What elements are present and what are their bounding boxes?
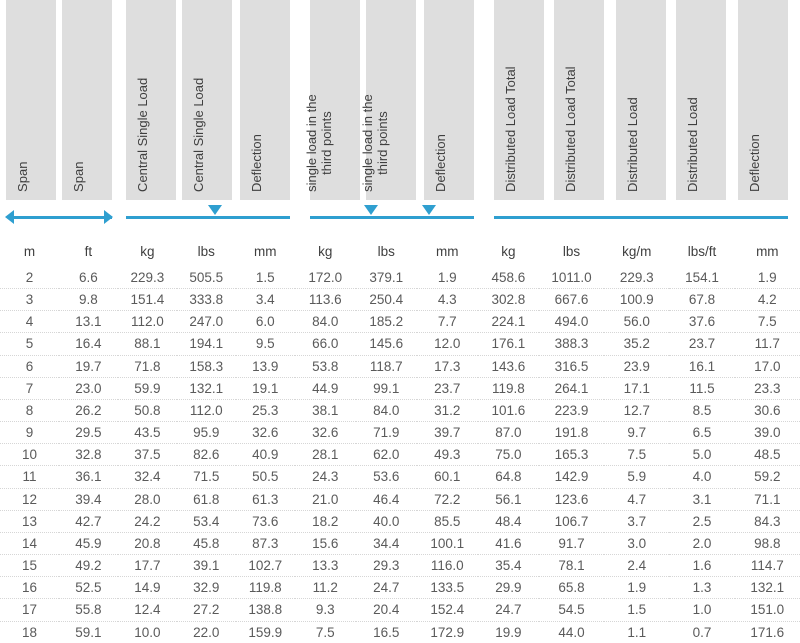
central-load-group-rule bbox=[126, 216, 290, 219]
table-cell: 59.2 bbox=[735, 466, 800, 488]
table-cell: 50.8 bbox=[118, 399, 177, 421]
central-load-down-arrow-icon bbox=[208, 205, 222, 215]
table-cell: 49.3 bbox=[417, 444, 478, 466]
table-header-band bbox=[0, 0, 800, 205]
table-cell: 106.7 bbox=[539, 510, 604, 532]
table-cell: 2.4 bbox=[604, 555, 669, 577]
table-cell: 53.4 bbox=[177, 510, 236, 532]
table-cell: 14 bbox=[0, 532, 59, 554]
table-cell: 11 bbox=[0, 466, 59, 488]
header-cell-distributed-load-total-lbs bbox=[554, 0, 604, 200]
table-cell: 32.6 bbox=[236, 422, 295, 444]
table-cell: 31.2 bbox=[417, 399, 478, 421]
table-cell: 50.5 bbox=[236, 466, 295, 488]
table-cell: 43.5 bbox=[118, 422, 177, 444]
table-cell: 29.3 bbox=[356, 555, 417, 577]
table-cell: 171.6 bbox=[750, 624, 785, 640]
table-cell: 8 bbox=[0, 399, 59, 421]
unit-header: kg bbox=[318, 244, 333, 259]
header-cell-central-single-load-kg bbox=[126, 0, 176, 200]
table-cell: 4 bbox=[0, 311, 59, 333]
unit-header: lbs bbox=[197, 244, 215, 259]
table-cell: 23.3 bbox=[735, 377, 800, 399]
table-cell: 667.6 bbox=[539, 289, 604, 311]
table-cell: 24.7 bbox=[356, 577, 417, 599]
table-cell: 39.0 bbox=[735, 422, 800, 444]
header-label: single load in the third points bbox=[304, 94, 335, 192]
table-cell: 71.5 bbox=[177, 466, 236, 488]
table-cell: 9.7 bbox=[604, 422, 669, 444]
header-cell-deflection-central bbox=[240, 0, 290, 200]
table-cell: 48.5 bbox=[735, 444, 800, 466]
table-cell: 388.3 bbox=[539, 333, 604, 355]
header-cell-third-points-kg bbox=[304, 0, 360, 200]
table-cell: 24.3 bbox=[295, 466, 356, 488]
table-row bbox=[0, 488, 800, 510]
table-cell: 27.2 bbox=[177, 599, 236, 621]
table-cell: 302.8 bbox=[478, 289, 539, 311]
table-cell: 36.1 bbox=[59, 466, 118, 488]
table-row bbox=[0, 466, 800, 488]
table-row bbox=[0, 267, 800, 289]
table-cell: 29.5 bbox=[59, 422, 118, 444]
header-cell-third-points-lbs bbox=[360, 0, 416, 200]
table-cell: 65.8 bbox=[539, 577, 604, 599]
table-row bbox=[0, 422, 800, 444]
table-cell: 165.3 bbox=[539, 444, 604, 466]
table-cell: 37.5 bbox=[118, 444, 177, 466]
distributed-load-group-rule bbox=[494, 216, 788, 219]
table-cell: 39.7 bbox=[417, 422, 478, 444]
table-cell: 15.6 bbox=[295, 532, 356, 554]
table-row bbox=[0, 510, 800, 532]
table-cell: 458.6 bbox=[478, 267, 539, 289]
table-cell: 56.1 bbox=[478, 488, 539, 510]
table-cell: 10.0 bbox=[134, 624, 161, 640]
table-cell: 3.7 bbox=[604, 510, 669, 532]
table-cell: 5.9 bbox=[604, 466, 669, 488]
header-label: Deflection bbox=[249, 134, 265, 192]
table-cell: 9.5 bbox=[236, 333, 295, 355]
table-cell: 1.9 bbox=[604, 577, 669, 599]
table-units-row bbox=[0, 242, 800, 267]
table-cell: 13 bbox=[0, 510, 59, 532]
table-row bbox=[0, 355, 800, 377]
table-cell: 1.5 bbox=[604, 599, 669, 621]
table-row bbox=[0, 599, 800, 621]
table-cell: 9.3 bbox=[295, 599, 356, 621]
header-label: Deflection bbox=[747, 134, 763, 192]
table-cell: 32.4 bbox=[118, 466, 177, 488]
table-cell: 21.0 bbox=[295, 488, 356, 510]
span-arrow-right-icon bbox=[104, 210, 113, 224]
table-cell: 12.7 bbox=[604, 399, 669, 421]
table-cell: 229.3 bbox=[604, 267, 669, 289]
table-cell: 71.8 bbox=[118, 355, 177, 377]
unit-header: mm bbox=[756, 244, 779, 259]
table-cell: 123.6 bbox=[539, 488, 604, 510]
table-cell: 71.1 bbox=[735, 488, 800, 510]
table-cell: 229.3 bbox=[118, 267, 177, 289]
table-cell: 316.5 bbox=[539, 355, 604, 377]
table-cell: 2.5 bbox=[669, 510, 734, 532]
table-cell: 12.0 bbox=[417, 333, 478, 355]
table-cell: 30.6 bbox=[735, 399, 800, 421]
table-cell: 16 bbox=[0, 577, 59, 599]
table-cell: 132.1 bbox=[735, 577, 800, 599]
unit-header: kg bbox=[501, 244, 516, 259]
table-cell: 32.8 bbox=[59, 444, 118, 466]
table-row bbox=[0, 333, 800, 355]
header-label: Distributed Load bbox=[625, 97, 641, 192]
table-cell: 100.9 bbox=[604, 289, 669, 311]
table-cell: 39.4 bbox=[59, 488, 118, 510]
table-cell: 119.8 bbox=[236, 577, 295, 599]
table-cell: 3.1 bbox=[669, 488, 734, 510]
table-cell: 9.8 bbox=[59, 289, 118, 311]
table-cell: 42.7 bbox=[59, 510, 118, 532]
table-cell: 172.9 bbox=[430, 624, 465, 640]
table-cell: 1.9 bbox=[735, 267, 800, 289]
table-cell: 17.1 bbox=[604, 377, 669, 399]
table-cell: 112.0 bbox=[177, 399, 236, 421]
table-row bbox=[0, 311, 800, 333]
table-cell: 98.8 bbox=[735, 532, 800, 554]
table-cell: 19.1 bbox=[236, 377, 295, 399]
table-row bbox=[0, 289, 800, 311]
header-cell-central-single-load-lbs bbox=[182, 0, 232, 200]
table-body bbox=[0, 267, 800, 643]
table-cell: 24.7 bbox=[478, 599, 539, 621]
table-cell: 9 bbox=[0, 422, 59, 444]
table-cell: 3.4 bbox=[236, 289, 295, 311]
table-cell: 3 bbox=[0, 289, 59, 311]
header-cell-deflection-third-points bbox=[424, 0, 474, 200]
table-cell: 91.7 bbox=[539, 532, 604, 554]
table-cell: 78.1 bbox=[539, 555, 604, 577]
table-cell: 23.0 bbox=[59, 377, 118, 399]
table-cell: 7 bbox=[0, 377, 59, 399]
table-cell: 64.8 bbox=[478, 466, 539, 488]
table-cell: 34.4 bbox=[356, 532, 417, 554]
table-cell: 11.5 bbox=[669, 377, 734, 399]
table-cell: 1.1 bbox=[627, 624, 647, 640]
third-points-down-arrow-icon-2 bbox=[422, 205, 436, 215]
header-cell-distributed-load-kgm bbox=[616, 0, 666, 200]
table-cell: 88.1 bbox=[118, 333, 177, 355]
table-cell: 53.8 bbox=[295, 355, 356, 377]
third-points-group-rule bbox=[310, 216, 474, 219]
table-cell: 194.1 bbox=[177, 333, 236, 355]
table-cell: 250.4 bbox=[356, 289, 417, 311]
table-cell: 16.1 bbox=[669, 355, 734, 377]
table-cell: 40.0 bbox=[356, 510, 417, 532]
table-cell: 13.9 bbox=[236, 355, 295, 377]
table-row bbox=[0, 444, 800, 466]
table-cell: 2 bbox=[0, 267, 59, 289]
unit-header: lbs/ft bbox=[687, 244, 717, 259]
header-label: single load in the third points bbox=[360, 94, 391, 192]
table-cell: 95.9 bbox=[177, 422, 236, 444]
table-cell: 112.0 bbox=[118, 311, 177, 333]
table-cell: 17 bbox=[0, 599, 59, 621]
table-row bbox=[0, 555, 800, 577]
table-cell: 49.2 bbox=[59, 555, 118, 577]
unit-header: m bbox=[23, 244, 36, 259]
table-cell: 56.0 bbox=[604, 311, 669, 333]
table-cell: 4.0 bbox=[669, 466, 734, 488]
table-cell: 55.8 bbox=[59, 599, 118, 621]
table-cell: 172.0 bbox=[295, 267, 356, 289]
table-cell: 118.7 bbox=[356, 355, 417, 377]
table-cell: 60.1 bbox=[417, 466, 478, 488]
table-cell: 84.0 bbox=[295, 311, 356, 333]
header-label: Distributed Load bbox=[685, 97, 701, 192]
table-cell: 61.8 bbox=[177, 488, 236, 510]
table-cell: 143.6 bbox=[478, 355, 539, 377]
table-cell: 53.6 bbox=[356, 466, 417, 488]
table-cell: 40.9 bbox=[236, 444, 295, 466]
table-row bbox=[0, 532, 800, 554]
unit-header: lbs bbox=[377, 244, 395, 259]
table-row bbox=[0, 377, 800, 399]
table-cell: 4.2 bbox=[735, 289, 800, 311]
table-cell: 7.5 bbox=[604, 444, 669, 466]
table-cell: 16.4 bbox=[59, 333, 118, 355]
table-cell: 1.9 bbox=[417, 267, 478, 289]
table-cell: 6.6 bbox=[59, 267, 118, 289]
table-cell: 14.9 bbox=[118, 577, 177, 599]
table-cell: 264.1 bbox=[539, 377, 604, 399]
table-cell: 1.3 bbox=[669, 577, 734, 599]
table-cell: 71.9 bbox=[356, 422, 417, 444]
table-cell: 11.7 bbox=[735, 333, 800, 355]
table-cell: 45.9 bbox=[59, 532, 118, 554]
unit-header: kg/m bbox=[622, 244, 652, 259]
table-cell: 8.5 bbox=[669, 399, 734, 421]
table-cell: 3.0 bbox=[604, 532, 669, 554]
table-cell: 224.1 bbox=[478, 311, 539, 333]
table-cell: 41.6 bbox=[478, 532, 539, 554]
table-cell: 46.4 bbox=[356, 488, 417, 510]
table-cell: 19.9 bbox=[495, 624, 522, 640]
unit-header: mm bbox=[436, 244, 459, 259]
table-cell: 12.4 bbox=[118, 599, 177, 621]
table-row bbox=[0, 399, 800, 421]
table-cell: 84.3 bbox=[735, 510, 800, 532]
table-cell: 7.7 bbox=[417, 311, 478, 333]
table-cell: 17.3 bbox=[417, 355, 478, 377]
table-cell: 154.1 bbox=[669, 267, 734, 289]
header-label: Distributed Load Total bbox=[503, 66, 519, 192]
table-cell: 35.4 bbox=[478, 555, 539, 577]
table-cell: 44.9 bbox=[295, 377, 356, 399]
table-cell: 145.6 bbox=[356, 333, 417, 355]
table-cell: 84.0 bbox=[356, 399, 417, 421]
table-cell: 119.8 bbox=[478, 377, 539, 399]
table-cell: 54.5 bbox=[539, 599, 604, 621]
table-cell: 66.0 bbox=[295, 333, 356, 355]
table-cell: 333.8 bbox=[177, 289, 236, 311]
table-cell: 35.2 bbox=[604, 333, 669, 355]
table-cell: 151.0 bbox=[735, 599, 800, 621]
table-cell: 7.5 bbox=[735, 311, 800, 333]
table-cell: 2.0 bbox=[669, 532, 734, 554]
table-row bbox=[0, 621, 800, 643]
table-cell: 16.5 bbox=[373, 624, 400, 640]
table-cell: 6 bbox=[0, 355, 59, 377]
table-cell: 99.1 bbox=[356, 377, 417, 399]
table-cell: 138.8 bbox=[236, 599, 295, 621]
header-cell-distributed-load-lbsft bbox=[676, 0, 726, 200]
table-cell: 151.4 bbox=[118, 289, 177, 311]
table-cell: 158.3 bbox=[177, 355, 236, 377]
unit-header: mm bbox=[253, 244, 277, 259]
table-cell: 67.8 bbox=[669, 289, 734, 311]
table-cell: 4.7 bbox=[604, 488, 669, 510]
table-cell: 5.0 bbox=[669, 444, 734, 466]
table-cell: 26.2 bbox=[59, 399, 118, 421]
table-cell: 22.0 bbox=[193, 624, 220, 640]
table-cell: 17.7 bbox=[118, 555, 177, 577]
table-cell: 52.5 bbox=[59, 577, 118, 599]
table-cell: 1.5 bbox=[236, 267, 295, 289]
header-cell-deflection-distributed bbox=[738, 0, 788, 200]
table-cell: 87.3 bbox=[236, 532, 295, 554]
table-cell: 75.0 bbox=[478, 444, 539, 466]
header-cell-span-ft bbox=[62, 0, 112, 200]
table-cell: 39.1 bbox=[177, 555, 236, 577]
table-cell: 25.3 bbox=[236, 399, 295, 421]
table-cell: 6.0 bbox=[236, 311, 295, 333]
table-cell: 44.0 bbox=[558, 624, 585, 640]
table-cell: 13.3 bbox=[295, 555, 356, 577]
table-cell: 223.9 bbox=[539, 399, 604, 421]
table-cell: 132.1 bbox=[177, 377, 236, 399]
table-cell: 1.0 bbox=[669, 599, 734, 621]
table-cell: 72.2 bbox=[417, 488, 478, 510]
table-cell: 494.0 bbox=[539, 311, 604, 333]
table-cell: 0.7 bbox=[692, 624, 712, 640]
table-cell: 185.2 bbox=[356, 311, 417, 333]
table-cell: 152.4 bbox=[417, 599, 478, 621]
table-cell: 38.1 bbox=[295, 399, 356, 421]
table-cell: 505.5 bbox=[177, 267, 236, 289]
header-label: Deflection bbox=[433, 134, 449, 192]
table-cell: 379.1 bbox=[356, 267, 417, 289]
header-label: Distributed Load Total bbox=[563, 66, 579, 192]
table-cell: 19.7 bbox=[59, 355, 118, 377]
table-cell: 37.6 bbox=[669, 311, 734, 333]
table-cell: 87.0 bbox=[478, 422, 539, 444]
table-cell: 32.9 bbox=[177, 577, 236, 599]
table-cell: 11.2 bbox=[295, 577, 356, 599]
header-cell-span-m bbox=[6, 0, 56, 200]
table-cell: 17.0 bbox=[735, 355, 800, 377]
indicator-band bbox=[0, 205, 800, 235]
table-cell: 62.0 bbox=[356, 444, 417, 466]
unit-header: ft bbox=[84, 244, 93, 259]
table-cell: 133.5 bbox=[417, 577, 478, 599]
table-cell: 176.1 bbox=[478, 333, 539, 355]
header-label: Central Single Load bbox=[135, 77, 151, 192]
table-cell: 12 bbox=[0, 488, 59, 510]
header-label: Central Single Load bbox=[191, 77, 207, 192]
table-cell: 28.0 bbox=[118, 488, 177, 510]
table-cell: 18.2 bbox=[295, 510, 356, 532]
table-cell: 61.3 bbox=[236, 488, 295, 510]
table-cell: 59.9 bbox=[118, 377, 177, 399]
table-cell: 29.9 bbox=[478, 577, 539, 599]
unit-header: kg bbox=[140, 244, 155, 259]
table-cell: 159.9 bbox=[248, 624, 283, 640]
table-cell: 142.9 bbox=[539, 466, 604, 488]
table-cell: 10 bbox=[0, 444, 59, 466]
header-cell-distributed-load-total-kg bbox=[494, 0, 544, 200]
table-row bbox=[0, 577, 800, 599]
header-label: Span bbox=[71, 161, 87, 192]
table-cell: 48.4 bbox=[478, 510, 539, 532]
table-cell: 116.0 bbox=[417, 555, 478, 577]
span-arrow-left-icon bbox=[5, 210, 14, 224]
table-cell: 4.3 bbox=[417, 289, 478, 311]
table-cell: 24.2 bbox=[118, 510, 177, 532]
unit-header: lbs bbox=[562, 244, 581, 259]
table-cell: 45.8 bbox=[177, 532, 236, 554]
table-cell: 28.1 bbox=[295, 444, 356, 466]
table-cell: 5 bbox=[0, 333, 59, 355]
table-cell: 7.5 bbox=[315, 624, 335, 640]
table-cell: 23.9 bbox=[604, 355, 669, 377]
table-cell: 82.6 bbox=[177, 444, 236, 466]
table-cell: 59.1 bbox=[75, 624, 102, 640]
table-cell: 20.8 bbox=[118, 532, 177, 554]
header-label: Span bbox=[15, 161, 31, 192]
table-cell: 1011.0 bbox=[539, 267, 604, 289]
table-cell: 73.6 bbox=[236, 510, 295, 532]
table-cell: 23.7 bbox=[669, 333, 734, 355]
load-data-table bbox=[0, 242, 800, 643]
third-points-down-arrow-icon-1 bbox=[364, 205, 378, 215]
table-cell: 15 bbox=[0, 555, 59, 577]
table-cell: 102.7 bbox=[236, 555, 295, 577]
table-cell: 114.7 bbox=[735, 555, 800, 577]
table-cell: 6.5 bbox=[669, 422, 734, 444]
table-cell: 247.0 bbox=[177, 311, 236, 333]
table-cell: 100.1 bbox=[417, 532, 478, 554]
table-cell: 13.1 bbox=[59, 311, 118, 333]
span-group-rule bbox=[14, 216, 112, 219]
table-cell: 1.6 bbox=[669, 555, 734, 577]
table-cell: 23.7 bbox=[417, 377, 478, 399]
table-cell: 85.5 bbox=[417, 510, 478, 532]
table-cell: 101.6 bbox=[478, 399, 539, 421]
table-cell: 32.6 bbox=[295, 422, 356, 444]
table-cell: 113.6 bbox=[295, 289, 356, 311]
table-cell: 18 bbox=[21, 624, 37, 640]
table-cell: 191.8 bbox=[539, 422, 604, 444]
table-cell: 20.4 bbox=[356, 599, 417, 621]
